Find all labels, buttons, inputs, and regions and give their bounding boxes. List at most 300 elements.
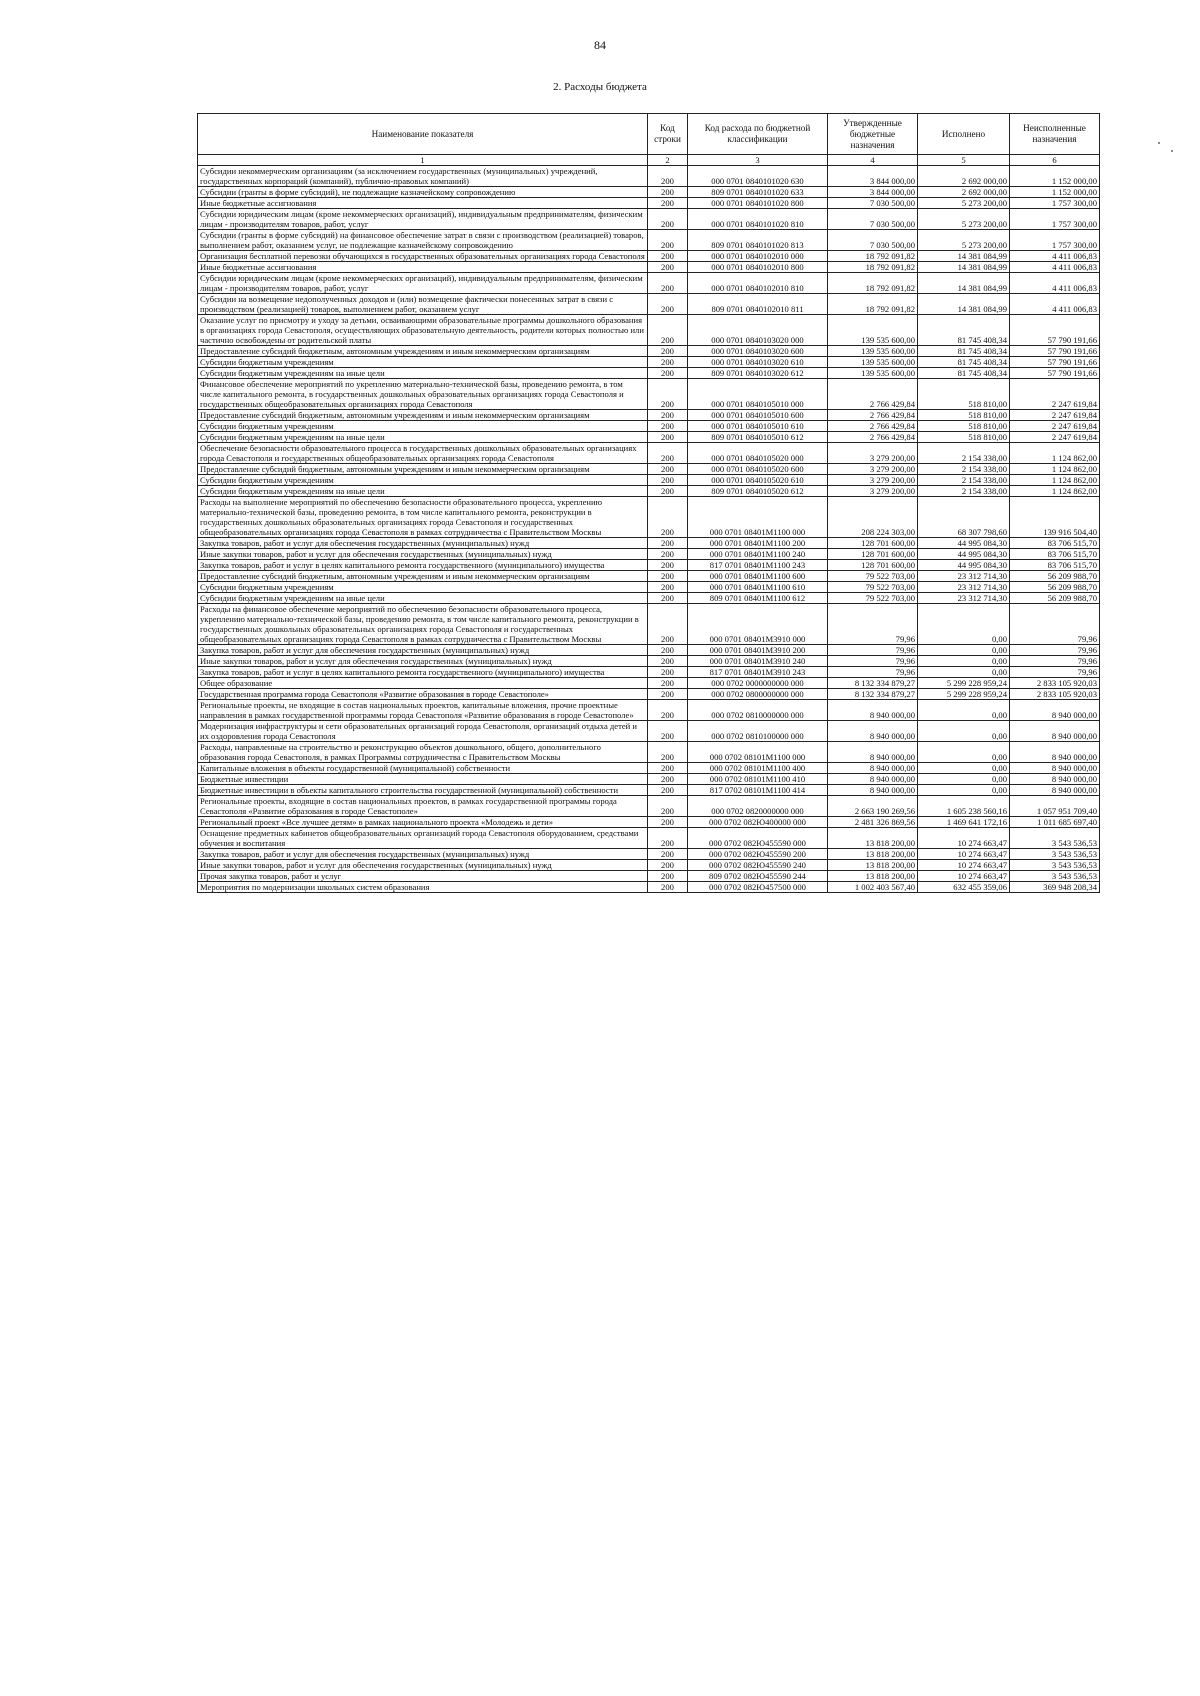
row-line-code-cell: 200 — [648, 667, 688, 678]
row-unexecuted-cell: 4 411 006,83 — [1010, 294, 1100, 315]
row-name-cell: Иные закупки товаров, работ и услуг для обеспечения государственных (муниципальных) нужд — [198, 549, 648, 560]
table-row — [198, 230, 1100, 251]
row-unexecuted-cell: 83 706 515,70 — [1010, 538, 1100, 549]
row-line-code-cell: 200 — [648, 315, 688, 346]
row-unexecuted-cell: 8 940 000,00 — [1010, 742, 1100, 763]
row-budget-code-cell: 000 0702 08101М1100 000 — [688, 742, 828, 763]
row-name-cell: Предоставление субсидий бюджетным, автономным учреждениям и иным некоммерческим организациям — [198, 410, 648, 421]
row-approved-cell: 18 792 091,82 — [828, 262, 918, 273]
row-line-code-cell: 200 — [648, 849, 688, 860]
row-budget-code-cell: 000 0701 08401М1100 600 — [688, 571, 828, 582]
row-unexecuted-cell: 2 247 619,84 — [1010, 432, 1100, 443]
row-executed-cell: 44 995 084,30 — [918, 560, 1010, 571]
table-row — [198, 689, 1100, 700]
row-name-cell: Иные бюджетные ассигнования — [198, 198, 648, 209]
page-number: 84 — [594, 38, 606, 52]
row-budget-code-cell: 809 0701 0840105020 612 — [688, 486, 828, 497]
row-line-code-cell: 200 — [648, 187, 688, 198]
row-budget-code-cell: 000 0701 0840101020 810 — [688, 209, 828, 230]
table-row — [198, 443, 1100, 464]
row-name-cell: Капитальные вложения в объекты государственной (муниципальной) собственности — [198, 763, 648, 774]
row-name-cell: Предоставление субсидий бюджетным, автономным учреждениям и иным некоммерческим организациям — [198, 464, 648, 475]
row-approved-cell: 8 132 334 879,27 — [828, 678, 918, 689]
row-line-code-cell: 200 — [648, 198, 688, 209]
row-line-code-cell: 200 — [648, 251, 688, 262]
row-budget-code-cell: 000 0701 0840105010 600 — [688, 410, 828, 421]
table-header-row — [198, 114, 1100, 155]
header-line-code: Код строки — [648, 114, 688, 155]
row-budget-code-cell: 000 0701 0840105020 600 — [688, 464, 828, 475]
row-approved-cell: 8 132 334 879,27 — [828, 689, 918, 700]
row-unexecuted-cell: 8 940 000,00 — [1010, 721, 1100, 742]
row-name-cell: Закупка товаров, работ и услуг для обеспечения государственных (муниципальных) нужд — [198, 538, 648, 549]
table-row — [198, 262, 1100, 273]
table-row — [198, 604, 1100, 645]
row-approved-cell: 3 279 200,00 — [828, 486, 918, 497]
row-budget-code-cell: 000 0701 0840101020 630 — [688, 166, 828, 187]
table-row — [198, 209, 1100, 230]
table-row — [198, 251, 1100, 262]
row-name-cell: Иные бюджетные ассигнования — [198, 262, 648, 273]
table-row — [198, 656, 1100, 667]
row-budget-code-cell: 809 0701 08401М1100 612 — [688, 593, 828, 604]
row-approved-cell: 79 522 703,00 — [828, 582, 918, 593]
row-unexecuted-cell: 79,96 — [1010, 667, 1100, 678]
row-budget-code-cell: 000 0701 08401М3910 240 — [688, 656, 828, 667]
row-executed-cell: 0,00 — [918, 774, 1010, 785]
row-line-code-cell: 200 — [648, 379, 688, 410]
row-name-cell: Финансовое обеспечение мероприятий по укреплению материально-технической базы, проведению ремонта, в том числе капитального ремонта, в государственных дошкольных образовательных организациях города Севастополя и государственных общеобразовательных организациях города Севастополя — [198, 379, 648, 410]
expenses-table — [197, 113, 1100, 893]
row-approved-cell: 7 030 500,00 — [828, 198, 918, 209]
row-budget-code-cell: 000 0701 0840101020 800 — [688, 198, 828, 209]
column-index: 3 — [688, 155, 828, 166]
row-unexecuted-cell: 56 209 988,70 — [1010, 582, 1100, 593]
row-approved-cell: 139 535 600,00 — [828, 368, 918, 379]
row-name-cell: Прочая закупка товаров, работ и услуг — [198, 871, 648, 882]
row-line-code-cell: 200 — [648, 273, 688, 294]
table-row — [198, 166, 1100, 187]
table-row — [198, 432, 1100, 443]
row-line-code-cell: 200 — [648, 486, 688, 497]
table-row — [198, 860, 1100, 871]
row-executed-cell: 23 312 714,30 — [918, 593, 1010, 604]
row-executed-cell: 0,00 — [918, 656, 1010, 667]
row-approved-cell: 139 535 600,00 — [828, 346, 918, 357]
table-row — [198, 871, 1100, 882]
row-budget-code-cell: 817 0701 08401М1100 243 — [688, 560, 828, 571]
row-budget-code-cell: 000 0701 08401М3910 200 — [688, 645, 828, 656]
row-budget-code-cell: 000 0701 08401М1100 200 — [688, 538, 828, 549]
row-executed-cell: 0,00 — [918, 604, 1010, 645]
table-row — [198, 475, 1100, 486]
row-executed-cell: 632 455 359,06 — [918, 882, 1010, 893]
row-executed-cell: 0,00 — [918, 763, 1010, 774]
table-row — [198, 560, 1100, 571]
row-budget-code-cell: 000 0702 082Ю455590 000 — [688, 828, 828, 849]
row-unexecuted-cell: 3 543 536,53 — [1010, 871, 1100, 882]
scan-speck — [1158, 142, 1160, 144]
row-line-code-cell: 200 — [648, 796, 688, 817]
header-approved: Утвержденные бюджетные назначения — [828, 114, 918, 155]
row-line-code-cell: 200 — [648, 346, 688, 357]
row-line-code-cell: 200 — [648, 645, 688, 656]
table-row — [198, 796, 1100, 817]
row-name-cell: Бюджетные инвестиции — [198, 774, 648, 785]
row-executed-cell: 2 154 338,00 — [918, 475, 1010, 486]
row-name-cell: Региональный проект «Все лучшее детям» в рамках национального проекта «Молодежь и дети» — [198, 817, 648, 828]
row-name-cell: Закупка товаров, работ и услуг в целях капитального ремонта государственного (муниципального) имущества — [198, 667, 648, 678]
row-executed-cell: 2 692 000,00 — [918, 187, 1010, 198]
row-budget-code-cell: 000 0701 08401М3910 000 — [688, 604, 828, 645]
row-unexecuted-cell: 3 543 536,53 — [1010, 860, 1100, 871]
row-executed-cell: 14 381 084,99 — [918, 251, 1010, 262]
table-row — [198, 538, 1100, 549]
row-executed-cell: 10 274 663,47 — [918, 860, 1010, 871]
row-unexecuted-cell: 8 940 000,00 — [1010, 774, 1100, 785]
row-line-code-cell: 200 — [648, 742, 688, 763]
row-budget-code-cell: 000 0702 082Ю455590 200 — [688, 849, 828, 860]
row-line-code-cell: 200 — [648, 421, 688, 432]
row-line-code-cell: 200 — [648, 721, 688, 742]
row-budget-code-cell: 000 0702 0800000000 000 — [688, 689, 828, 700]
header-unexecuted: Неисполненные назначения — [1010, 114, 1100, 155]
row-line-code-cell: 200 — [648, 549, 688, 560]
row-budget-code-cell: 000 0701 0840102010 800 — [688, 262, 828, 273]
row-approved-cell: 3 279 200,00 — [828, 443, 918, 464]
row-unexecuted-cell: 83 706 515,70 — [1010, 549, 1100, 560]
row-unexecuted-cell: 79,96 — [1010, 656, 1100, 667]
row-line-code-cell: 200 — [648, 560, 688, 571]
row-approved-cell: 18 792 091,82 — [828, 273, 918, 294]
header-executed: Исполнено — [918, 114, 1010, 155]
row-approved-cell: 128 701 600,00 — [828, 560, 918, 571]
row-executed-cell: 44 995 084,30 — [918, 549, 1010, 560]
table-row — [198, 294, 1100, 315]
row-unexecuted-cell: 2 247 619,84 — [1010, 410, 1100, 421]
row-budget-code-cell: 809 0702 082Ю455590 244 — [688, 871, 828, 882]
row-line-code-cell: 200 — [648, 785, 688, 796]
table-row — [198, 882, 1100, 893]
row-unexecuted-cell: 369 948 208,34 — [1010, 882, 1100, 893]
row-unexecuted-cell: 2 833 105 920,03 — [1010, 678, 1100, 689]
row-executed-cell: 5 299 228 959,24 — [918, 689, 1010, 700]
row-line-code-cell: 200 — [648, 475, 688, 486]
row-budget-code-cell: 809 0701 0840101020 633 — [688, 187, 828, 198]
table-row — [198, 667, 1100, 678]
table-body — [198, 166, 1100, 893]
row-unexecuted-cell: 4 411 006,83 — [1010, 273, 1100, 294]
row-name-cell: Государственная программа города Севастополя «Развитие образования в городе Севастополе» — [198, 689, 648, 700]
row-unexecuted-cell: 79,96 — [1010, 604, 1100, 645]
row-unexecuted-cell: 1 152 000,00 — [1010, 187, 1100, 198]
column-index: 6 — [1010, 155, 1100, 166]
row-approved-cell: 2 663 190 269,56 — [828, 796, 918, 817]
row-approved-cell: 8 940 000,00 — [828, 774, 918, 785]
row-line-code-cell: 200 — [648, 166, 688, 187]
row-budget-code-cell: 809 0701 0840102010 811 — [688, 294, 828, 315]
table-row — [198, 187, 1100, 198]
row-executed-cell: 81 745 408,34 — [918, 357, 1010, 368]
row-unexecuted-cell: 1 124 862,00 — [1010, 443, 1100, 464]
row-approved-cell: 2 766 429,84 — [828, 432, 918, 443]
table-row — [198, 357, 1100, 368]
row-name-cell: Субсидии бюджетным учреждениям — [198, 475, 648, 486]
row-approved-cell: 79,96 — [828, 645, 918, 656]
row-executed-cell: 81 745 408,34 — [918, 346, 1010, 357]
row-line-code-cell: 200 — [648, 432, 688, 443]
row-budget-code-cell: 000 0702 082Ю400000 000 — [688, 817, 828, 828]
row-unexecuted-cell: 8 940 000,00 — [1010, 785, 1100, 796]
row-name-cell: Субсидии юридическим лицам (кроме некоммерческих организаций), индивидуальным предпринимателям, физическим лицам - производителям товаров, работ, услуг — [198, 273, 648, 294]
table-row — [198, 464, 1100, 475]
row-executed-cell: 2 154 338,00 — [918, 464, 1010, 475]
table-row — [198, 742, 1100, 763]
row-unexecuted-cell: 4 411 006,83 — [1010, 251, 1100, 262]
row-budget-code-cell: 000 0701 08401М1100 610 — [688, 582, 828, 593]
table-row — [198, 849, 1100, 860]
table-row — [198, 497, 1100, 538]
row-budget-code-cell: 000 0701 0840102010 810 — [688, 273, 828, 294]
row-unexecuted-cell: 2 833 105 920,03 — [1010, 689, 1100, 700]
table-row — [198, 763, 1100, 774]
row-name-cell: Субсидии бюджетным учреждениям на иные цели — [198, 593, 648, 604]
row-executed-cell: 14 381 084,99 — [918, 273, 1010, 294]
row-unexecuted-cell: 1 124 862,00 — [1010, 475, 1100, 486]
row-name-cell: Закупка товаров, работ и услуг для обеспечения государственных (муниципальных) нужд — [198, 849, 648, 860]
table-row — [198, 700, 1100, 721]
row-budget-code-cell: 809 0701 0840101020 813 — [688, 230, 828, 251]
row-approved-cell: 7 030 500,00 — [828, 209, 918, 230]
row-approved-cell: 13 818 200,00 — [828, 828, 918, 849]
row-name-cell: Модернизация инфраструктуры и сети образовательных организаций города Севастополя, организаций отдыха детей и их оздоровления города Севастополя — [198, 721, 648, 742]
row-approved-cell: 2 766 429,84 — [828, 421, 918, 432]
row-budget-code-cell: 000 0702 082Ю457500 000 — [688, 882, 828, 893]
section-title: 2. Расходы бюджета — [553, 81, 647, 93]
table-row — [198, 549, 1100, 560]
row-line-code-cell: 200 — [648, 368, 688, 379]
row-budget-code-cell: 000 0702 0820000000 000 — [688, 796, 828, 817]
row-name-cell: Оснащение предметных кабинетов общеобразовательных организаций города Севастополя оборудованием, средствами обучения и воспитания — [198, 828, 648, 849]
row-approved-cell: 7 030 500,00 — [828, 230, 918, 251]
row-executed-cell: 81 745 408,34 — [918, 315, 1010, 346]
row-line-code-cell: 200 — [648, 538, 688, 549]
column-index: 1 — [198, 155, 648, 166]
table-row — [198, 828, 1100, 849]
column-index: 5 — [918, 155, 1010, 166]
table-row — [198, 198, 1100, 209]
row-name-cell: Предоставление субсидий бюджетным, автономным учреждениям и иным некоммерческим организациям — [198, 571, 648, 582]
table-row — [198, 421, 1100, 432]
row-name-cell: Субсидии бюджетным учреждениям на иные цели — [198, 432, 648, 443]
column-index: 4 — [828, 155, 918, 166]
row-unexecuted-cell: 3 543 536,53 — [1010, 849, 1100, 860]
row-executed-cell: 518 810,00 — [918, 410, 1010, 421]
row-unexecuted-cell: 1 757 300,00 — [1010, 209, 1100, 230]
row-budget-code-cell: 000 0701 0840103020 000 — [688, 315, 828, 346]
row-line-code-cell: 200 — [648, 763, 688, 774]
column-index: 2 — [648, 155, 688, 166]
row-approved-cell: 2 766 429,84 — [828, 379, 918, 410]
row-name-cell: Региональные проекты, не входящие в состав национальных проектов, капитальные вложения, прочие проектные направления в рамках государственной программы города Севастополя «Развитие образования в городе Севастополе» — [198, 700, 648, 721]
row-line-code-cell: 200 — [648, 582, 688, 593]
row-name-cell: Субсидии бюджетным учреждениям — [198, 421, 648, 432]
row-budget-code-cell: 809 0701 0840105010 612 — [688, 432, 828, 443]
row-unexecuted-cell: 3 543 536,53 — [1010, 828, 1100, 849]
row-name-cell: Субсидии на возмещение недополученных доходов и (или) возмещение фактически понесенных затрат в связи с производством (реализацией) товаров, выполнением работ, оказанием услуг — [198, 294, 648, 315]
row-executed-cell: 0,00 — [918, 645, 1010, 656]
table-row — [198, 721, 1100, 742]
row-approved-cell: 18 792 091,82 — [828, 294, 918, 315]
row-approved-cell: 139 535 600,00 — [828, 357, 918, 368]
table-row — [198, 368, 1100, 379]
row-line-code-cell: 200 — [648, 871, 688, 882]
row-approved-cell: 13 818 200,00 — [828, 871, 918, 882]
row-approved-cell: 8 940 000,00 — [828, 700, 918, 721]
row-unexecuted-cell: 1 757 300,00 — [1010, 198, 1100, 209]
row-budget-code-cell: 000 0702 0810100000 000 — [688, 721, 828, 742]
row-executed-cell: 0,00 — [918, 667, 1010, 678]
table-row — [198, 379, 1100, 410]
table-row — [198, 678, 1100, 689]
row-unexecuted-cell: 1 124 862,00 — [1010, 464, 1100, 475]
row-line-code-cell: 200 — [648, 209, 688, 230]
row-unexecuted-cell: 57 790 191,66 — [1010, 368, 1100, 379]
row-executed-cell: 518 810,00 — [918, 432, 1010, 443]
row-line-code-cell: 200 — [648, 497, 688, 538]
row-line-code-cell: 200 — [648, 443, 688, 464]
row-executed-cell: 10 274 663,47 — [918, 871, 1010, 882]
row-unexecuted-cell: 1 152 000,00 — [1010, 166, 1100, 187]
row-line-code-cell: 200 — [648, 700, 688, 721]
row-executed-cell: 81 745 408,34 — [918, 368, 1010, 379]
row-approved-cell: 8 940 000,00 — [828, 785, 918, 796]
row-executed-cell: 10 274 663,47 — [918, 849, 1010, 860]
row-approved-cell: 79,96 — [828, 656, 918, 667]
row-approved-cell: 79,96 — [828, 604, 918, 645]
table-row — [198, 346, 1100, 357]
row-line-code-cell: 200 — [648, 571, 688, 582]
row-name-cell: Организация бесплатной перевозки обучающихся в государственных образовательных организациях города Севастополя — [198, 251, 648, 262]
header-name: Наименование показателя — [198, 114, 648, 155]
row-approved-cell: 3 279 200,00 — [828, 475, 918, 486]
row-line-code-cell: 200 — [648, 774, 688, 785]
column-index-row — [198, 155, 1100, 166]
row-approved-cell: 79 522 703,00 — [828, 593, 918, 604]
row-line-code-cell: 200 — [648, 230, 688, 251]
row-budget-code-cell: 000 0701 0840105010 610 — [688, 421, 828, 432]
table-row — [198, 817, 1100, 828]
row-approved-cell: 208 224 303,00 — [828, 497, 918, 538]
row-budget-code-cell: 000 0701 0840103020 600 — [688, 346, 828, 357]
row-budget-code-cell: 817 0702 08101М1100 414 — [688, 785, 828, 796]
row-budget-code-cell: 000 0701 0840102010 000 — [688, 251, 828, 262]
row-name-cell: Закупка товаров, работ и услуг для обеспечения государственных (муниципальных) нужд — [198, 645, 648, 656]
row-executed-cell: 0,00 — [918, 742, 1010, 763]
row-executed-cell: 0,00 — [918, 721, 1010, 742]
row-approved-cell: 13 818 200,00 — [828, 860, 918, 871]
row-name-cell: Мероприятия по модернизации школьных систем образования — [198, 882, 648, 893]
row-budget-code-cell: 000 0702 082Ю455590 240 — [688, 860, 828, 871]
row-budget-code-cell: 000 0702 0000000000 000 — [688, 678, 828, 689]
row-budget-code-cell: 000 0701 0840103020 610 — [688, 357, 828, 368]
row-executed-cell: 5 299 228 959,24 — [918, 678, 1010, 689]
row-approved-cell: 139 535 600,00 — [828, 315, 918, 346]
table-row — [198, 774, 1100, 785]
table-row — [198, 410, 1100, 421]
row-unexecuted-cell: 4 411 006,83 — [1010, 262, 1100, 273]
row-name-cell: Субсидии бюджетным учреждениям на иные цели — [198, 486, 648, 497]
row-approved-cell: 1 002 403 567,40 — [828, 882, 918, 893]
row-name-cell: Субсидии (гранты в форме субсидий), не подлежащие казначейскому сопровождению — [198, 187, 648, 198]
row-executed-cell: 5 273 200,00 — [918, 230, 1010, 251]
row-budget-code-cell: 000 0701 08401М1100 240 — [688, 549, 828, 560]
header-budget-code: Код расхода по бюджетной классификации — [688, 114, 828, 155]
row-unexecuted-cell: 2 247 619,84 — [1010, 379, 1100, 410]
row-executed-cell: 1 469 641 172,16 — [918, 817, 1010, 828]
row-budget-code-cell: 000 0701 08401М1100 000 — [688, 497, 828, 538]
row-budget-code-cell: 000 0701 0840105010 000 — [688, 379, 828, 410]
row-executed-cell: 2 154 338,00 — [918, 486, 1010, 497]
row-executed-cell: 23 312 714,30 — [918, 582, 1010, 593]
row-budget-code-cell: 817 0701 08401М3910 243 — [688, 667, 828, 678]
row-line-code-cell: 200 — [648, 464, 688, 475]
row-name-cell: Субсидии бюджетным учреждениям на иные цели — [198, 368, 648, 379]
table-row — [198, 645, 1100, 656]
row-budget-code-cell: 000 0701 0840105020 000 — [688, 443, 828, 464]
row-executed-cell: 14 381 084,99 — [918, 294, 1010, 315]
row-line-code-cell: 200 — [648, 678, 688, 689]
row-name-cell: Бюджетные инвестиции в объекты капитального строительства государственной (муниципальной) собственности — [198, 785, 648, 796]
row-name-cell: Иные закупки товаров, работ и услуг для обеспечения государственных (муниципальных) нужд — [198, 860, 648, 871]
table-row — [198, 315, 1100, 346]
row-executed-cell: 2 692 000,00 — [918, 166, 1010, 187]
row-name-cell: Субсидии юридическим лицам (кроме некоммерческих организаций), индивидуальным предпринимателям, физическим лицам - производителям товаров, работ, услуг — [198, 209, 648, 230]
row-approved-cell: 128 701 600,00 — [828, 549, 918, 560]
scan-speck — [1171, 150, 1173, 152]
row-executed-cell: 68 307 798,60 — [918, 497, 1010, 538]
row-budget-code-cell: 000 0702 08101М1100 400 — [688, 763, 828, 774]
row-name-cell: Субсидии бюджетным учреждениям — [198, 357, 648, 368]
row-approved-cell: 79 522 703,00 — [828, 571, 918, 582]
row-executed-cell: 23 312 714,30 — [918, 571, 1010, 582]
row-name-cell: Субсидии некоммерческим организациям (за исключением государственных (муниципальных) учреждений, государственных корпораций (компаний), публично-правовых компаний) — [198, 166, 648, 187]
row-executed-cell: 1 605 238 560,16 — [918, 796, 1010, 817]
row-unexecuted-cell: 57 790 191,66 — [1010, 346, 1100, 357]
row-line-code-cell: 200 — [648, 604, 688, 645]
row-unexecuted-cell: 1 124 862,00 — [1010, 486, 1100, 497]
row-unexecuted-cell: 1 757 300,00 — [1010, 230, 1100, 251]
table-row — [198, 571, 1100, 582]
row-unexecuted-cell: 57 790 191,66 — [1010, 357, 1100, 368]
row-executed-cell: 0,00 — [918, 785, 1010, 796]
row-name-cell: Закупка товаров, работ и услуг в целях капитального ремонта государственного (муниципального) имущества — [198, 560, 648, 571]
row-name-cell: Субсидии бюджетным учреждениям — [198, 582, 648, 593]
row-line-code-cell: 200 — [648, 593, 688, 604]
row-name-cell: Иные закупки товаров, работ и услуг для обеспечения государственных (муниципальных) нужд — [198, 656, 648, 667]
row-executed-cell: 10 274 663,47 — [918, 828, 1010, 849]
row-unexecuted-cell: 2 247 619,84 — [1010, 421, 1100, 432]
row-unexecuted-cell: 8 940 000,00 — [1010, 763, 1100, 774]
row-approved-cell: 8 940 000,00 — [828, 742, 918, 763]
row-executed-cell: 2 154 338,00 — [918, 443, 1010, 464]
row-approved-cell: 3 844 000,00 — [828, 166, 918, 187]
row-name-cell: Обеспечение безопасности образовательного процесса в государственных дошкольных образовательных организациях города Севастополя и государственных общеобразовательных организациях города Севастополя — [198, 443, 648, 464]
row-name-cell: Оказание услуг по присмотру и уходу за детьми, осваивающими образовательные программы дошкольного образования в организациях города Севастополя, осуществляющих образовательную деятельность, родители которых полностью или частично освобождены от родительской платы — [198, 315, 648, 346]
table-row — [198, 785, 1100, 796]
row-approved-cell: 2 481 326 869,56 — [828, 817, 918, 828]
row-approved-cell: 13 818 200,00 — [828, 849, 918, 860]
